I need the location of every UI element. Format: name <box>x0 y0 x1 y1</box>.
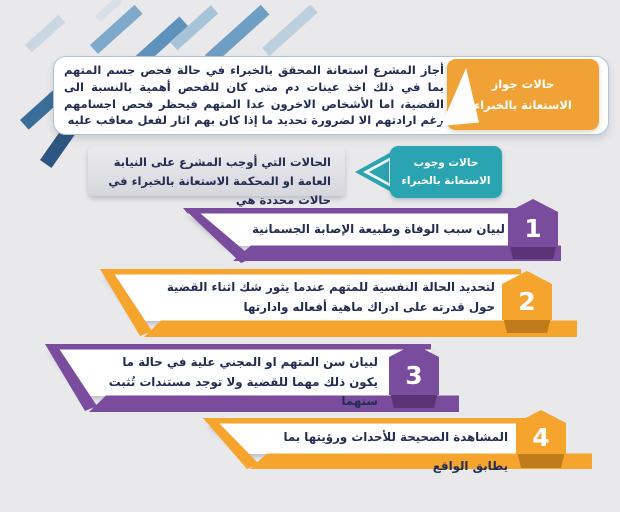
mandatory-cases-intro: الحالات التي أوجب المشرع على النيابة العامة او المحكمة الاستعانة بالخبراء في حالات محددة هي <box>88 147 345 196</box>
item-3-number: 3 <box>405 361 423 390</box>
mandatory-label-line2: الاستعانة بالخبراء <box>401 175 491 187</box>
intro-text: أجاز المشرع استعانة المحقق بالخبراء في حالة فحص جسم المتهم بما في ذلك اخذ عينات دم متى كان للفحص أهمية بالنسبة الى القضية، اما الأشخاص الاخرون عدا المتهم فيحظر فحص اجسامهم رغم ارادتهم الا لضرورة تحديد ما إذا كان بهم اثار لفعل معاقب عليه <box>64 63 444 128</box>
item-4-number: 4 <box>532 423 550 452</box>
item-4-text: المشاهدة الصحيحة للأحداث ورؤيتها بما يطابق الواقع <box>283 430 508 473</box>
item-1-text: لبيان سبب الوفاة وطبيعة الإصابة الجسمانية <box>252 222 505 236</box>
permissible-label-line2: الاستعانة بالخبراء <box>474 98 572 112</box>
item-1-number: 1 <box>524 214 542 243</box>
mandatory-cases-label <box>390 146 502 198</box>
permissible-label-line1: حالات جواز <box>491 77 555 91</box>
mandatory-label-line1: حالات وجوب <box>413 157 479 169</box>
item-2-text: لتحديد الحالة النفسية للمتهم عندما يثور شك اثناء القضية حول قدرته على ادراك ماهية أفعاله وادارتها <box>166 280 495 314</box>
item-2-number: 2 <box>518 287 536 316</box>
item-3-text: لبيان سن المتهم او المجني علية في حالة ما يكون ذلك مهما للقضية ولا توجد مستندات تُثبت سنهما <box>108 355 378 408</box>
